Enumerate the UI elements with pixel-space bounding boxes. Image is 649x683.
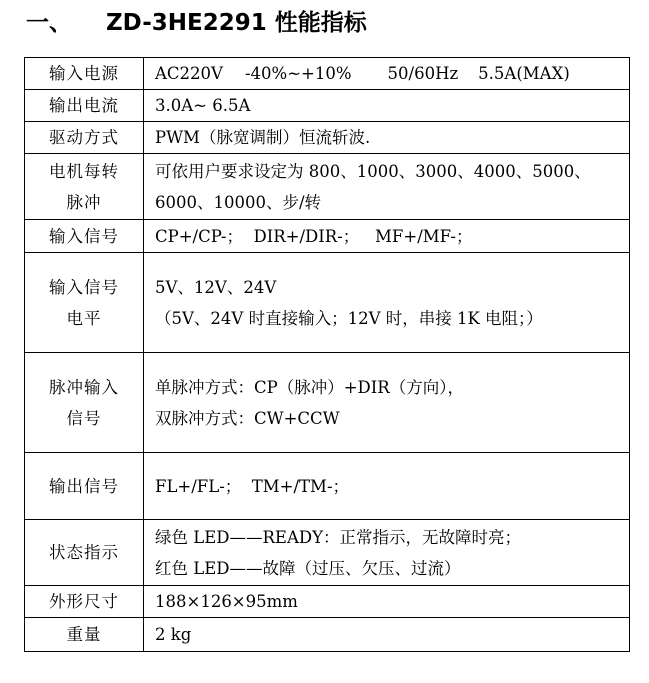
row-label: 外形尺寸 [25,586,144,618]
row-value: 可依用户要求设定为 800、1000、3000、4000、5000、 6000、10000、步/转 [144,154,630,220]
section-heading [26,4,367,42]
section-number: 一、 [26,10,72,36]
row-label: 电机每转 脉冲 [25,154,144,220]
spec-table [24,57,630,652]
table-row [25,220,630,253]
table-row [25,122,630,154]
row-label: 输入电源 [25,58,144,90]
table-row [25,520,630,586]
row-value: CP+/CP-； DIR+/DIR-； MF+/MF-； [144,220,630,253]
table-row [25,586,630,618]
table-row [25,253,630,353]
row-label: 状态指示 [25,520,144,586]
row-value: 188×126×95mm [144,586,630,618]
row-label: 驱动方式 [25,122,144,154]
row-label: 脉冲输入 信号 [25,353,144,453]
row-value: AC220V -40%~+10% 50/60Hz 5.5A(MAX) [144,58,630,90]
row-value: PWM（脉宽调制）恒流斩波. [144,122,630,154]
row-value: 2 kg [144,618,630,652]
table-row [25,90,630,122]
table-row [25,58,630,90]
row-value: 绿色 LED——READY：正常指示，无故障时亮； 红色 LED——故障（过压、欠压、过流） [144,520,630,586]
row-label: 输入信号 [25,220,144,253]
row-label: 输出电流 [25,90,144,122]
section-title: ZD-3HE2291 性能指标 [106,10,367,36]
row-value: 3.0A~ 6.5A [144,90,630,122]
row-label: 重量 [25,618,144,652]
row-label: 输入信号 电平 [25,253,144,353]
row-label: 输出信号 [25,453,144,520]
table-row [25,618,630,652]
row-value: FL+/FL-； TM+/TM-； [144,453,630,520]
row-value: 5V、12V、24V （5V、24V 时直接输入；12V 时，串接 1K 电阻；） [144,253,630,353]
table-row [25,353,630,453]
table-row [25,154,630,220]
row-value: 单脉冲方式：CP（脉冲）+DIR（方向）， 双脉冲方式：CW+CCW [144,353,630,453]
table-row [25,453,630,520]
